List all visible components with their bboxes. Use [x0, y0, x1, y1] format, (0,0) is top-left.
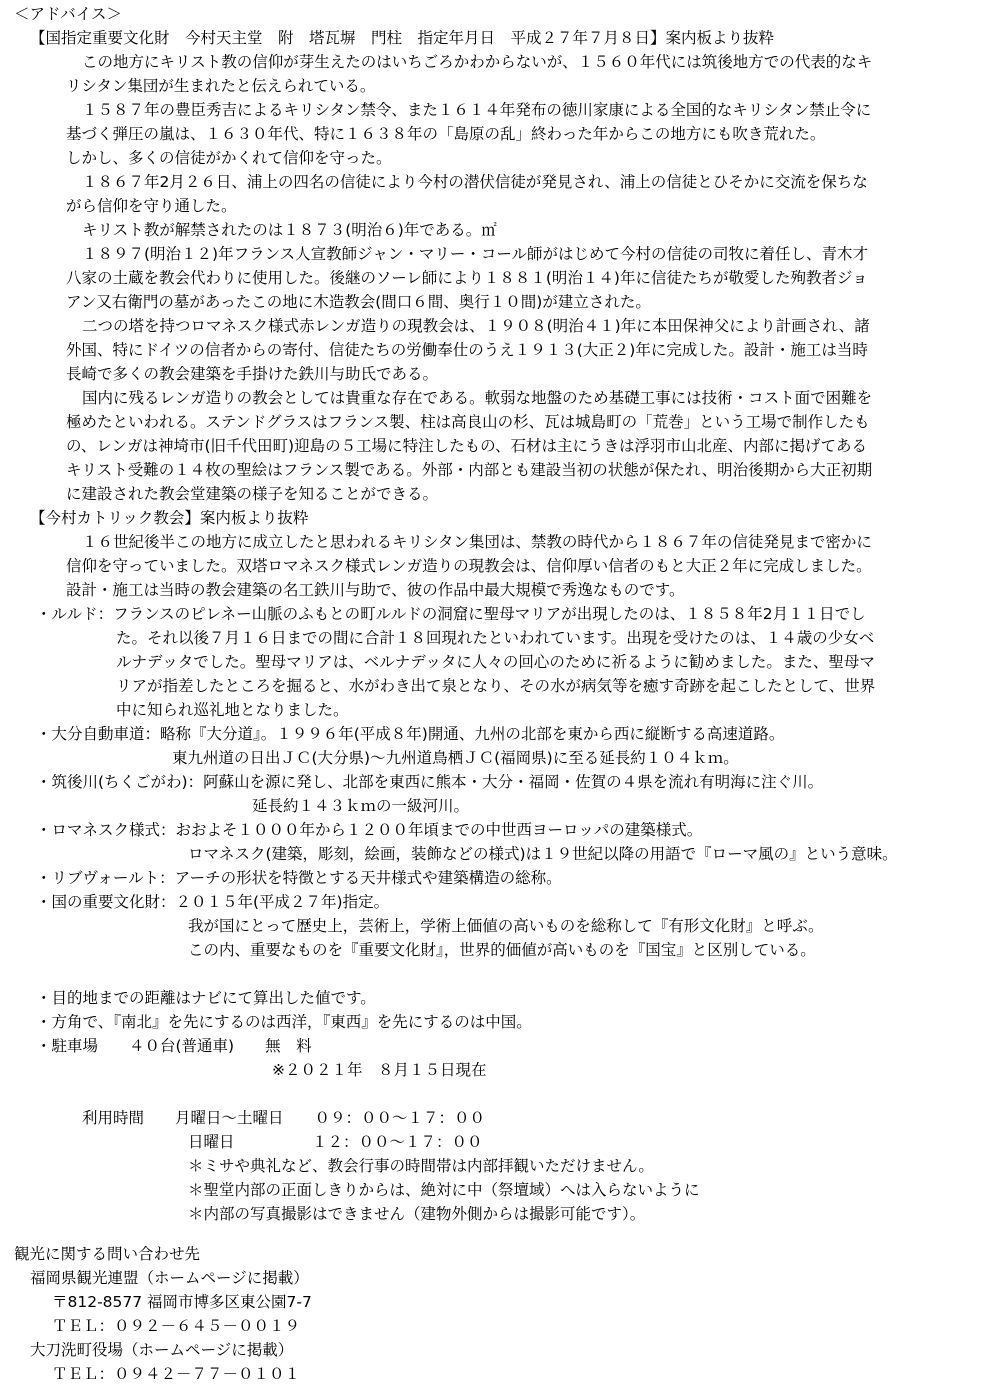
glossary-line: 我が国にとって歴史上，芸術上，学術上価値の高いものを総称して『有形文化財』と呼ぶ。 — [188, 917, 824, 935]
paragraph-line: 基づく弾圧の嵐は、１６３０年代、特に１６３８年の「島原の乱」終わった年からこの地方にも吹き荒れた。 — [66, 125, 826, 143]
glossary-line: 延長約１４３ｋｍの一級河川。 — [252, 797, 470, 815]
paragraph-line: この地方にキリスト教の信仰が芽生えたのはいちごろかわからないが、１５６０年代には筑後地方での代表的なキ — [82, 53, 873, 71]
visit-note: ＊聖堂内部の正面しきりからは、絶対に中（祭壇域）へは入らないように — [188, 1181, 700, 1199]
glossary-item: ・リブヴォールト：アーチの形状を特徴とする天井様式や建築構造の総称。 — [36, 869, 562, 887]
glossary-line: ロマネスク(建築，彫刻，絵画，装飾などの様式)は１９世紀以降の用語で『ローマ風の』という意味。 — [188, 845, 898, 863]
heading-advice: ＜アドバイス＞ — [14, 5, 123, 23]
glossary-item: ・国の重要文化財：２０１５年(平成２７年)指定。 — [36, 893, 390, 911]
paragraph-line: がら信仰を守り通した。 — [66, 197, 237, 215]
paragraph-line: １８９７(明治１２)年フランス人宣教師ジャン・マリー・コール師がはじめて今村の信徒の司牧に着任し、青木才 — [82, 245, 869, 263]
paragraph-line: キリスト受難の１４枚の聖絵はフランス製である。外部・内部とも建設当初の状態が保たれ、明治後期から大正初期 — [66, 461, 873, 479]
glossary-item: ・ロマネスク様式：おおよそ１０００年から１２００年頃までの中世西ヨーロッパの建築様式。 — [36, 821, 703, 839]
visit-note: ＊ミサや典礼など、教会行事の時間帯は内部拝観いただけません。 — [188, 1157, 654, 1175]
paragraph-line: 設計・施工は当時の教会建築の名工鉄川与助で、彼の作品中最大規模で秀逸なものです。 — [66, 581, 685, 599]
contact-name: 大刀洗町役場（ホームページに掲載） — [30, 1341, 294, 1359]
paragraph-line: の、レンガは神埼市(旧千代田町)迎島の５工場に特注したもの、石材は主にうきは浮羽市山北産、内部に掲げてある — [66, 437, 867, 455]
contact-phone: ＴＥＬ：０９２－６４５－００１９ — [52, 1317, 301, 1335]
visit-note: ＊内部の写真撮影はできません（建物外側からは撮影可能です）。 — [188, 1205, 646, 1223]
paragraph-line: 外国、特にドイツの信者からの寄付、信徒たちの労働奉仕のうえ１９１３(大正２)年に完成した。設計・施工は当時 — [66, 341, 868, 359]
contact-address: 〒812-8577 福岡市博多区東公園7-7 — [52, 1293, 312, 1311]
paragraph-line: キリスト教が解禁されたのは１８７３(明治６)年である。㎡ — [82, 221, 497, 239]
paragraph-line: 二つの塔を持つロマネスク様式赤レンガ造りの現教会は、１９０８(明治４１)年に本田保神父により計画され、諸 — [82, 317, 870, 335]
glossary-line: た。それ以後７月１６日までの間に合計１８回現れたといわれています。出現を受けたのは、１４歳の少女ベ — [116, 629, 875, 647]
paragraph-line: １８６７年2月２６日、浦上の四名の信徒により今村の潜伏信徒が発見され、浦上の信徒とひそかに交流を保ちな — [82, 173, 868, 191]
glossary-item: ・大分自動車道：略称『大分道』。１９９６年(平成８年)開通、九州の北部を東から西に縦断する高速道路。 — [36, 725, 785, 743]
glossary-line: この内、重要なものを『重要文化財』，世界的価値が高いものを『国宝』と区別している。 — [188, 941, 816, 959]
glossary-line: 東九州道の日出ＪＣ(大分県)～九州道鳥栖ＪＣ(福岡県)に至る延長約１０４ｋｍ。 — [172, 749, 739, 767]
note-item: ・方角で、『南北』を先にするのは西洋，『東西』を先にするのは中国。 — [36, 1013, 532, 1031]
glossary-item: ・筑後川(ちくごがわ)：阿蘇山を源に発し、北部を東西に熊本・大分・福岡・佐賀の４県を流れ有明海に注ぐ川。 — [36, 773, 824, 791]
section-heading: 【国指定重要文化財 今村天主堂 附 塔瓦塀 門柱 指定年月日 平成２７年７月８日】案内板より抜粋 — [30, 29, 775, 47]
contact-phone: ＴＥＬ：０９４２－７７－０１０１ — [52, 1365, 301, 1383]
glossary-line: リアが指差したところを掘ると、水がわき出て泉となり、その水が病気等を癒す奇跡を起こしたとして、世界 — [116, 677, 876, 695]
paragraph-line: １６世紀後半この地方に成立したと思われるキリシタン集団は、禁教の時代から１８６７年の信徒発見まで密かに — [82, 533, 872, 551]
paragraph-line: １５８７年の豊臣秀吉によるキリシタン禁令、また１６１４年発布の徳川家康による全国的なキリシタン禁止令に — [82, 101, 872, 119]
paragraph-line: アン又右衛門の墓があったこの地に木造教会(間口６間、奥行１０間)が建立された。 — [66, 293, 651, 311]
contact-heading: 観光に関する問い合わせ先 — [14, 1245, 201, 1263]
paragraph-line: 極めたといわれる。ステンドグラスはフランス製、柱は高良山の杉、瓦は城島町の「荒巻」という工場で制作したも — [66, 413, 870, 431]
note-item: ・目的地までの距離はナビにて算出した値です。 — [36, 989, 376, 1007]
paragraph-line: 八家の土蔵を教会代わりに使用した。後継のソーレ師により１８８１(明治１４)年に信徒たちが敬愛した殉教者ジョ — [66, 269, 868, 287]
contact-name: 福岡県観光連盟（ホームページに掲載） — [30, 1269, 309, 1287]
glossary-line: 中に知られ巡礼地となりました。 — [116, 701, 349, 719]
paragraph-line: 国内に残るレンガ造りの教会としては貴重な存在である。軟弱な地盤のため基礎工事には技術・コスト面で困難を — [82, 389, 873, 407]
as-of-date: ※２０２１年 ８月１５日現在 — [272, 1061, 487, 1079]
paragraph-line: 信仰を守っていました。双塔ロマネスク様式レンガ造りの現教会は、信仰厚い信者のもと大正２年に完成しました。 — [66, 557, 872, 575]
section-heading: 【今村カトリック教会】案内板より抜粋 — [30, 509, 309, 527]
paragraph-line: に建設された教会堂建築の様子を知ることができる。 — [66, 485, 439, 503]
hours-weekday: 利用時間 月曜日～土曜日 ０９：００～１７：００ — [82, 1109, 486, 1127]
paragraph-line: 長崎で多くの教会建築を手掛けた鉄川与助氏である。 — [66, 365, 439, 383]
hours-sunday: 日曜日 １２：００～１７：００ — [188, 1133, 483, 1151]
glossary-line: ルナデッタでした。聖母マリアは、ベルナデッタに人々の回心のために祈るように勧めました。また、聖母マ — [116, 653, 875, 671]
glossary-item: ・ルルド：フランスのピレネー山脈のふもとの町ルルドの洞窟に聖母マリアが出現したのは、１８５８年2月１１日でし — [36, 605, 866, 623]
paragraph-line: リシタン集団が生まれたと伝えられている。 — [66, 77, 376, 95]
paragraph-line: しかし、多くの信徒がかくれて信仰を守った。 — [66, 149, 392, 167]
parking-info: ・駐車場 ４０台(普通車) 無 料 — [36, 1037, 312, 1055]
